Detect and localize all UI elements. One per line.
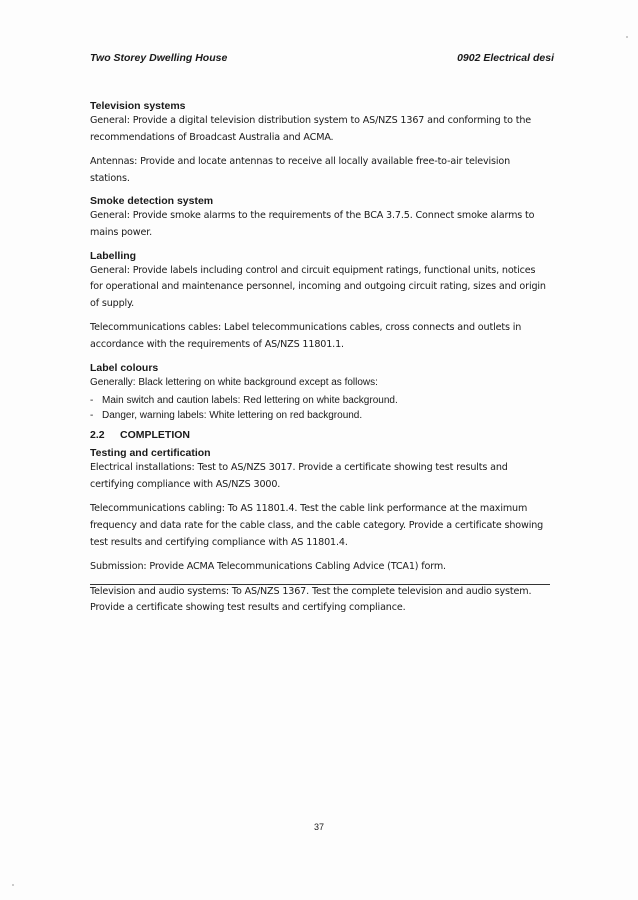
header-section: 0902 Electrical desi	[457, 52, 554, 64]
bullet-text: Danger, warning labels: White lettering on red background.	[102, 410, 363, 422]
scan-speck	[12, 884, 14, 886]
section-number: 2.2	[90, 429, 105, 442]
page-number: 37	[313, 822, 324, 832]
page-header	[90, 52, 554, 70]
smoke-general-paragraph: General: Provide smoke alarms to the requirements of the BCA 3.7.5. Connect smoke alarms to mains power.	[90, 210, 535, 238]
testing-electrical-paragraph: Electrical installations: Test to AS/NZS 3017. Provide a certificate showing test results and certifying compliance with AS/NZS 3000.	[90, 462, 508, 490]
heading-testing-certification: Testing and certification	[90, 447, 211, 460]
heading-label-colours: Label colours	[90, 361, 159, 374]
heading-labelling: Labelling	[90, 249, 137, 262]
header-title: Two Storey Dwelling House	[90, 52, 228, 64]
bullet-dash: -	[90, 395, 94, 407]
list-item	[90, 393, 550, 408]
labelling-telecom-paragraph: Telecommunications cables: Label telecommunications cables, cross connects and outlets in accordance with the requirements of AS/NZS 11801.1.	[90, 322, 522, 350]
testing-submission-paragraph: Submission: Provide ACMA Telecommunications Cabling Advice (TCA1) form.	[90, 561, 446, 573]
list-item	[90, 408, 550, 423]
bullet-dash: -	[90, 410, 94, 422]
label-colours-general-paragraph: Generally: Black lettering on white background except as follows:	[90, 376, 378, 388]
tv-antennas-paragraph: Antennas: Provide and locate antennas to receive all locally available free-to-air television stations.	[90, 156, 511, 184]
heading-television-systems: Television systems	[90, 100, 186, 112]
document-body	[90, 100, 550, 625]
labelling-general-paragraph: General: Provide labels including control and circuit equipment ratings, functional units, notices for operational and maintenance personnel, incoming and outgoing circuit rating, sizes and origin of supply.	[90, 264, 546, 309]
testing-tv-audio-paragraph: Television and audio systems: To AS/NZS 1367. Test the complete television and audio system. Provide a certificate showing test results and certifying compliance.	[90, 585, 532, 614]
bullet-text: Main switch and caution labels: Red lettering on white background.	[102, 395, 398, 407]
section-title: COMPLETION	[120, 429, 190, 442]
section-divider	[90, 584, 550, 585]
tv-general-paragraph: General: Provide a digital television distribution system to AS/NZS 1367 and conforming to the recommendations of Broadcast Australia and ACMA.	[90, 115, 532, 143]
heading-smoke-detection: Smoke detection system	[90, 195, 214, 208]
testing-telecom-paragraph: Telecommunications cabling: To AS 11801.4. Test the cable link performance at the maximum frequency and data rate for the cable class, and the cable category. Provide a certificate showing test results and certifying compliance with AS 11801.4.	[90, 503, 544, 548]
scan-speck	[626, 36, 628, 38]
section-heading-completion	[90, 429, 550, 441]
